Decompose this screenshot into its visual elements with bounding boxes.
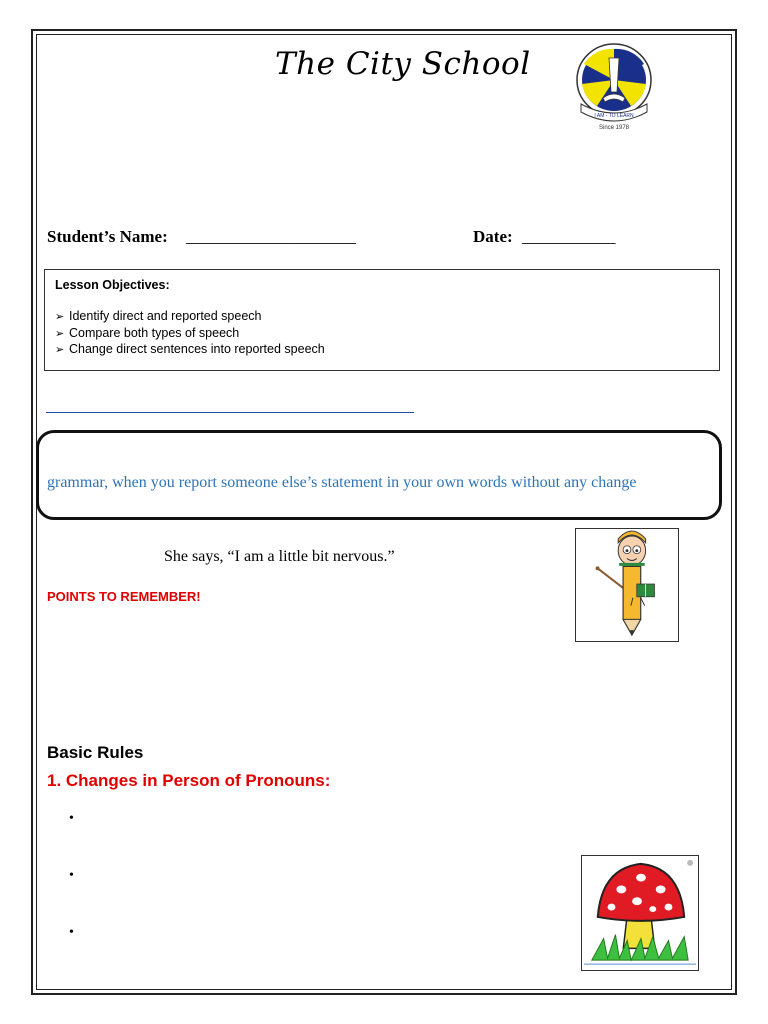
arrow-bullet-icon: ➢ — [55, 344, 65, 356]
objective-item — [55, 325, 325, 342]
school-logo — [573, 42, 655, 134]
arrow-bullet-icon: ➢ — [55, 311, 65, 323]
lesson-objectives-box — [44, 269, 720, 371]
bullet-point: • — [69, 868, 74, 883]
objective-text: Compare both types of speech — [69, 325, 240, 340]
arrow-bullet-icon: ➢ — [55, 327, 65, 340]
mushroom-image — [581, 855, 699, 971]
basic-rules-heading: Basic Rules — [47, 743, 144, 762]
student-name-label: Student’s Name: — [47, 227, 168, 246]
school-title: The City School — [275, 46, 531, 82]
points-to-remember-heading: POINTS TO REMEMBER! — [47, 589, 201, 604]
objectives-heading: Lesson Objectives: — [55, 278, 170, 292]
date-label: Date: — [473, 227, 513, 246]
objectives-list — [55, 308, 325, 358]
pencil-teacher-image — [575, 528, 679, 642]
objective-item — [55, 341, 325, 358]
logo-since: Since 1978 — [598, 125, 630, 131]
date-blank[interactable]: ___________ — [522, 227, 616, 246]
objective-text: Change direct sentences into reported speech — [69, 342, 325, 356]
bullet-point: • — [69, 925, 74, 940]
bullet-point: • — [69, 811, 74, 826]
objective-item — [55, 308, 325, 325]
definition-text: grammar, when you report someone else’s statement in your own words without any change — [47, 474, 637, 491]
pronoun-rule-heading: 1. Changes in Person of Pronouns: — [47, 771, 331, 790]
example-sentence: She says, “I am a little bit nervous.” — [164, 548, 395, 565]
student-name-blank[interactable]: ____________________ — [186, 227, 356, 246]
objective-text: Identify direct and reported speech — [69, 309, 262, 323]
logo-motto: I AM - TO LEARN — [594, 113, 634, 119]
blue-divider-line — [46, 412, 414, 413]
